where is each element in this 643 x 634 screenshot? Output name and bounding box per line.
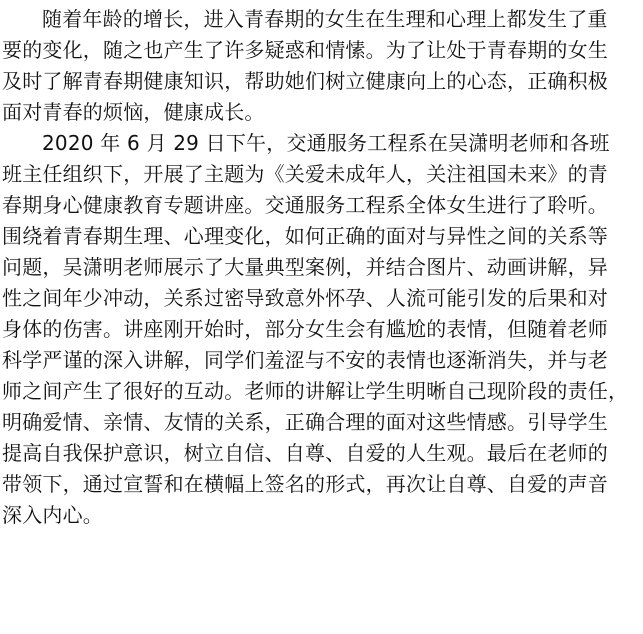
text-line: 科学严谨的深入讲解，同学们羞涩与不安的表情也逐渐消失，并与老	[2, 348, 608, 372]
text-line: 班主任组织下，开展了主题为《关爱未成年人，关注祖国未来》的青	[2, 162, 608, 186]
text-line: 及时了解青春期健康知识，帮助她们树立健康向上的心态，正确积极	[2, 69, 608, 93]
text-line: 深入内心。	[2, 503, 103, 527]
text-line: 2020 年 6 月 29 日下午，交通服务工程系在吴潇明老师和各班	[42, 131, 610, 155]
text-line: 性之间年少冲动，关系过密导致意外怀孕、人流可能引发的后果和对	[2, 286, 608, 310]
text-line: 围绕着青春期生理、心理变化，如何正确的面对与异性之间的关系等	[2, 224, 608, 248]
paragraph-intro	[2, 4, 641, 128]
text-line: 问题，吴潇明老师展示了大量典型案例，并结合图片、动画讲解，异	[2, 255, 608, 279]
text-line: 要的变化，随之也产生了许多疑惑和情愫。为了让处于青春期的女生	[2, 38, 608, 62]
text-line: 随着年龄的增长，进入青春期的女生在生理和心理上都发生了重	[42, 7, 608, 31]
text-line: 明确爱情、亲情、友情的关系，正确合理的面对这些情感。引导学生	[2, 410, 608, 434]
text-line: 带领下，通过宣誓和在横幅上签名的形式，再次让自尊、自爱的声音	[2, 472, 608, 496]
text-line: 身体的伤害。讲座刚开始时，部分女生会有尴尬的表情，但随着老师	[2, 317, 608, 341]
text-line: 面对青春的烦恼，健康成长。	[2, 100, 265, 124]
text-line: 提高自我保护意识，树立自信、自尊、自爱的人生观。最后在老师的	[2, 441, 608, 465]
paragraph-event	[2, 128, 641, 531]
text-line: 春期身心健康教育专题讲座。交通服务工程系全体女生进行了聆听。	[2, 193, 608, 217]
text-line: 师之间产生了很好的互动。老师的讲解让学生明晰自己现阶段的责任，	[2, 379, 629, 403]
